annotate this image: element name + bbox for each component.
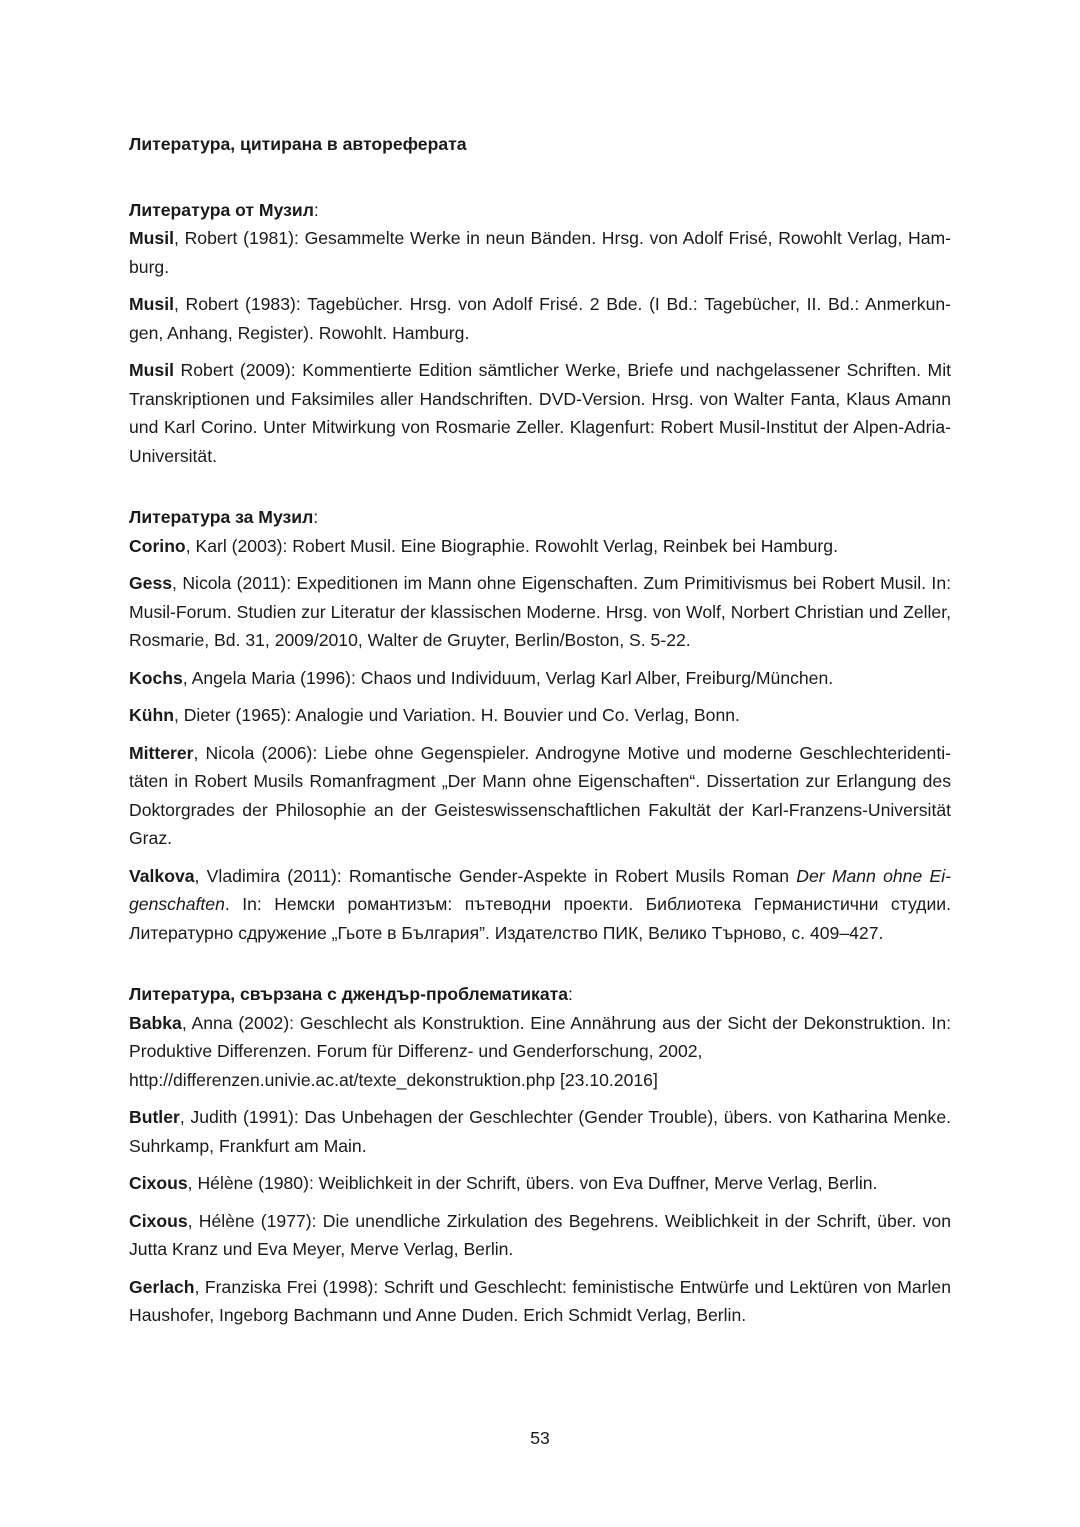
bibliography-entry [129,862,951,948]
document-page [129,130,951,1363]
document-title: Литература, цитирана в автореферата [129,134,467,154]
entry-author: Kühn [129,705,174,725]
section-heading [129,980,951,1009]
entry-author: Mitterer [129,742,194,763]
section-heading [129,196,951,225]
bibliography-entry [129,1207,951,1264]
page-number: 53 [530,1428,550,1448]
entry-author: Cixous [129,1210,188,1231]
section-heading-text: Литература за Музил [129,507,314,527]
section-heading [129,503,951,532]
entry-text: , Dieter (1965): Analogie und Variation. H. Bouvier und Co. Verlag, Bonn. [173,705,740,725]
bibliography-entry [129,356,951,470]
entry-text: , Nicola (2011): Expeditionen im Mann ohne Eigenschaften. Zum Primitivismus bei Robert Musil. In: Musil-Forum. Studien zur Literatur der klassischen Moderne. Hrsg. von Wolf, Norbert Christian und Zeller, Rosmarie, Bd. 31, 2009/2010, Walter de Gruyter, Berlin/Boston, S. 5-22. [129,573,951,650]
entry-author: Gerlach [129,1276,195,1297]
entry-url: http://differenzen.univie.ac.at/texte_dekonstruktion.php [23.10.2016] [129,1069,658,1090]
bibliography-entry [129,739,951,853]
section-heading-colon: : [313,199,319,220]
entry-text-after: . In: Немски романтизъм: пътеводни проекти. Библиотека Германистични студии. Литературно сдружение „Гьоте в България”. Издателство ПИК, Велико Търново, с. 409–427. [129,894,951,943]
bibliography-entry [129,1169,951,1198]
entry-author: Musil [129,294,174,314]
entry-italic-title: Der Mann ohne Ei-genschaften [129,865,951,914]
entry-text: , Vladimira (2011): Romantische Gender-Aspekte in Robert Musils Roman [194,865,797,886]
section-heading-text: Литература, свързана с джендър-проблематиката [129,984,569,1004]
bibliography-entry [129,701,951,730]
entry-text: , Nicola (2006): Liebe ohne Gegenspieler. Androgyne Motive und moderne Geschlechteridenti-täten in Robert Musils Romanfragment „Der Mann ohne Eigenschaften“. Dissertation zur Erlangung des Doktorgrades der Philosophie an der Geisteswissenschaftlichen Fakultät der Karl-Franzens-Universität Graz. [129,742,951,848]
bibliography-entry [129,1009,951,1095]
entry-text: , Hélène (1980): Weiblichkeit in der Schrift, übers. von Eva Duffner, Merve Verlag, Berlin. [187,1173,878,1193]
entry-author: Cixous [129,1173,188,1193]
entry-text: , Franziska Frei (1998): Schrift und Geschlecht: feministische Entwürfe und Lektüren von Marlen Haushofer, Ingeborg Bachmann und Anne Duden. Erich Schmidt Verlag, Berlin. [129,1276,951,1325]
entry-text: , Karl (2003): Robert Musil. Eine Biographie. Rowohlt Verlag, Reinbek bei Hamburg. [185,535,838,556]
entry-text: , Hélène (1977): Die unendliche Zirkulation des Begehrens. Weiblichkeit in der Schrift, über. von Jutta Kranz und Eva Meyer, Merve Verlag, Berlin. [129,1210,951,1259]
section-heading-text: Литература от Музил [129,199,314,220]
entry-text: , Judith (1991): Das Unbehagen der Geschlechter (Gender Trouble), übers. von Katharina Menke. Suhrkamp, Frankfurt am Main. [129,1107,951,1156]
bibliography-entry [129,1103,951,1160]
entry-text: , Robert (1983): Tagebücher. Hrsg. von Adolf Frisé. 2 Bde. (I Bd.: Tagebücher, II. Bd.: Anmerkun-gen, Anhang, Register). Rowohlt. Hamburg. [129,294,951,343]
bibliography-entry [129,569,951,655]
bibliography-section [129,196,951,471]
entry-author: Butler [129,1107,180,1127]
entry-author: Valkova [129,865,195,886]
bibliography-entry [129,1273,951,1330]
section-heading-colon: : [568,984,573,1004]
bibliography-entry [129,224,951,281]
entry-author: Gess [129,573,173,593]
entry-author: Babka [129,1012,182,1033]
entry-text: , Robert (1981): Gesammelte Werke in neun Bänden. Hrsg. von Adolf Frisé, Rowohlt Verlag, Ham-burg. [129,228,951,277]
bibliography-section [129,503,951,947]
entry-text: , Angela Maria (1996): Chaos und Individuum, Verlag Karl Alber, Freiburg/München. [182,667,834,688]
bibliography-entry [129,532,951,561]
entry-text: Robert (2009): Kommentierte Edition sämtlicher Werke, Briefe und nachgelassener Schriften. Mit Transkriptionen und Faksimiles aller Handschriften. DVD-Version. Hrsg. von Walter Fanta, Klaus Amann und Karl Corino. Unter Mitwirkung von Rosmarie Zeller. Klagenfurt: Robert Musil-Institut der Alpen-Adria-Universität. [129,360,951,466]
bibliography-entry [129,664,951,693]
entry-author: Kochs [129,667,183,688]
entry-author: Corino [129,535,186,556]
entry-author: Musil [129,360,174,380]
entry-text: , Anna (2002): Geschlecht als Konstruktion. Eine Annährung aus der Sicht der Dekonstruktion. In: Produktive Differenzen. Forum für Differenz- und Genderforschung, 2002, [129,1012,951,1061]
bibliography-section [129,980,951,1330]
bibliography-entry [129,290,951,347]
bibliography-sections [129,196,951,1330]
entry-author: Musil [129,228,174,248]
section-heading-colon: : [313,507,319,527]
